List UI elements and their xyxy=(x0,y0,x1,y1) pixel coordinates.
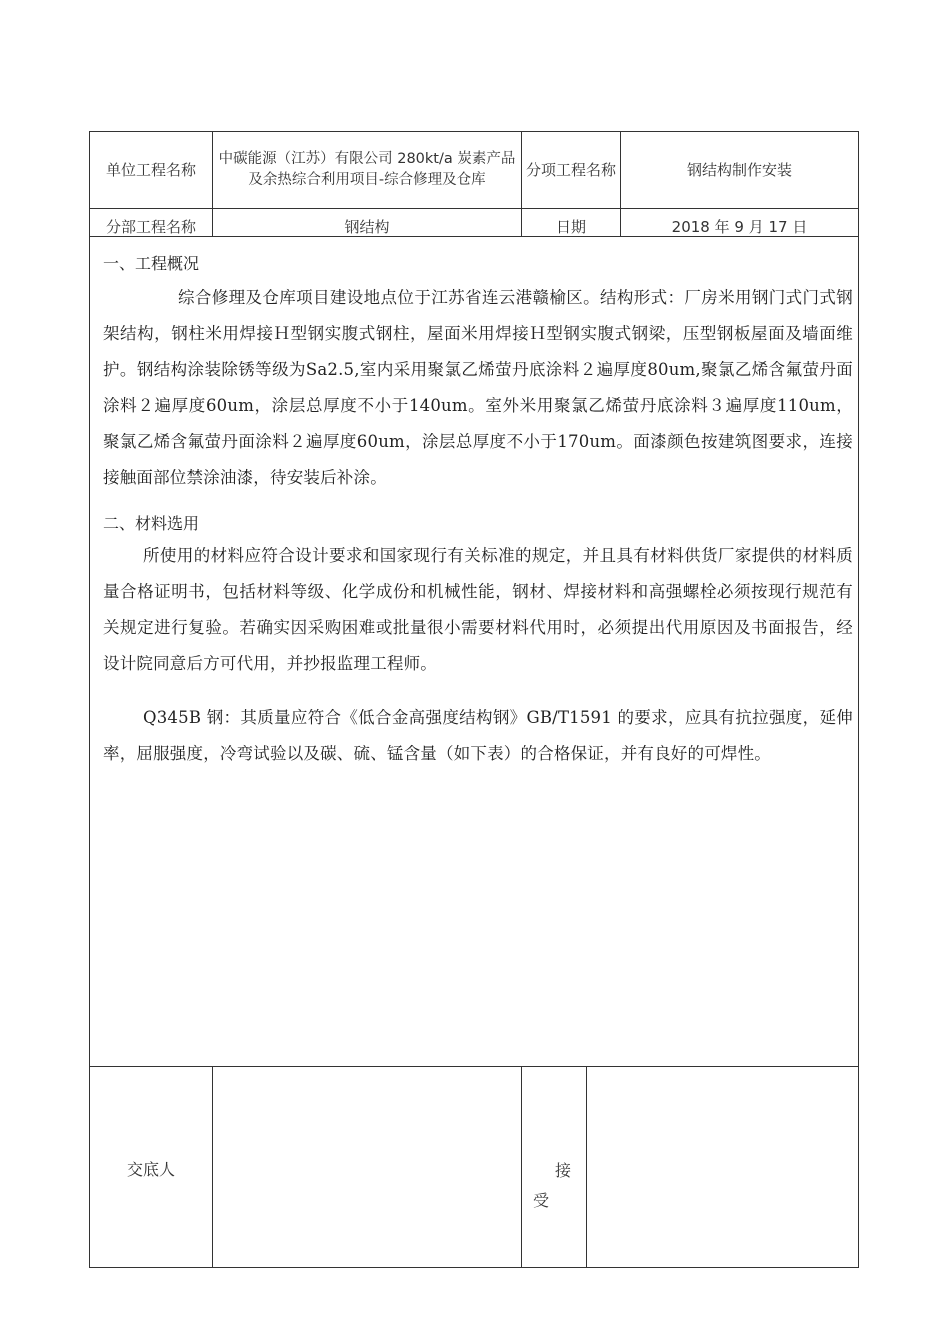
division-label: 分部工程名称 xyxy=(105,218,196,236)
col-divider xyxy=(521,1066,522,1268)
materials-heading: 二、材料选用 xyxy=(103,514,200,533)
materials-paragraph: 所使用的材料应符合设计要求和国家现行有关标准的规定，并且具有材料供货厂家提供的材料质量合格证明书，包括材料等级、化学成份和机械性能，钢材、焊接材料和高强螺栓必须按现行规范有关规定进行复验。若确实因采购困难或批量很小需要材料代用时，必须提出代用原因及书面报告，经设计院同意后方可代用，并抄报监理工程师。 xyxy=(103,546,853,673)
date-label: 日期 xyxy=(555,218,586,236)
row-divider xyxy=(89,1066,859,1067)
sub-item-label: 分项工程名称 xyxy=(526,161,617,179)
steel-paragraph: Q345B 钢：其质量应符合《低合金高强度结构钢》GB/T1591 的要求，应具有抗拉强度，延伸率，屈服强度，冷弯试验以及碳、硫、锰含量（如下表）的合格保证，并有良好的可焊性。 xyxy=(103,708,853,763)
sub-item-value: 钢结构制作安装 xyxy=(686,161,792,179)
receiver-label-char1: 接 xyxy=(555,1161,572,1180)
date-value: 2018 年 9 月 17 日 xyxy=(671,218,808,236)
unit-project-value: 中碳能源（江苏）有限公司 280kt/a 炭素产品及余热综合利用项目-综合修理及仓库 xyxy=(218,151,516,188)
col-divider xyxy=(586,1066,587,1268)
overview-heading: 一、工程概况 xyxy=(103,254,200,273)
col-divider xyxy=(212,1066,213,1268)
handover-person-label: 交底人 xyxy=(127,1160,176,1179)
receiver-label-char2: 受 xyxy=(533,1191,550,1210)
overview-paragraph: 综合修理及仓库项目建设地点位于江苏省连云港赣榆区。结构形式：厂房米用钢门式门式钢架结构，钢柱米用焊接Ｈ型钢实腹式钢柱，屋面米用焊接Ｈ型钢实腹式钢梁，压型钢板屋面及墙面维护。钢结构涂装除锈等级为Sa2.5,室内采用聚氯乙烯萤丹底涂料２遍厚度80um,聚氯乙烯含氟萤丹面涂料２遍厚度60um，涂层总厚度不小于140um。室外米用聚氯乙烯萤丹底涂料３遍厚度110um，聚氯乙烯含氟萤丹面涂料２遍厚度60um，涂层总厚度不小于170um。面漆颜色按建筑图要求，连接接触面部位禁涂油漆，待安装后补涂。 xyxy=(103,288,853,487)
division-value: 钢结构 xyxy=(344,218,390,236)
unit-project-label: 单位工程名称 xyxy=(105,161,196,179)
